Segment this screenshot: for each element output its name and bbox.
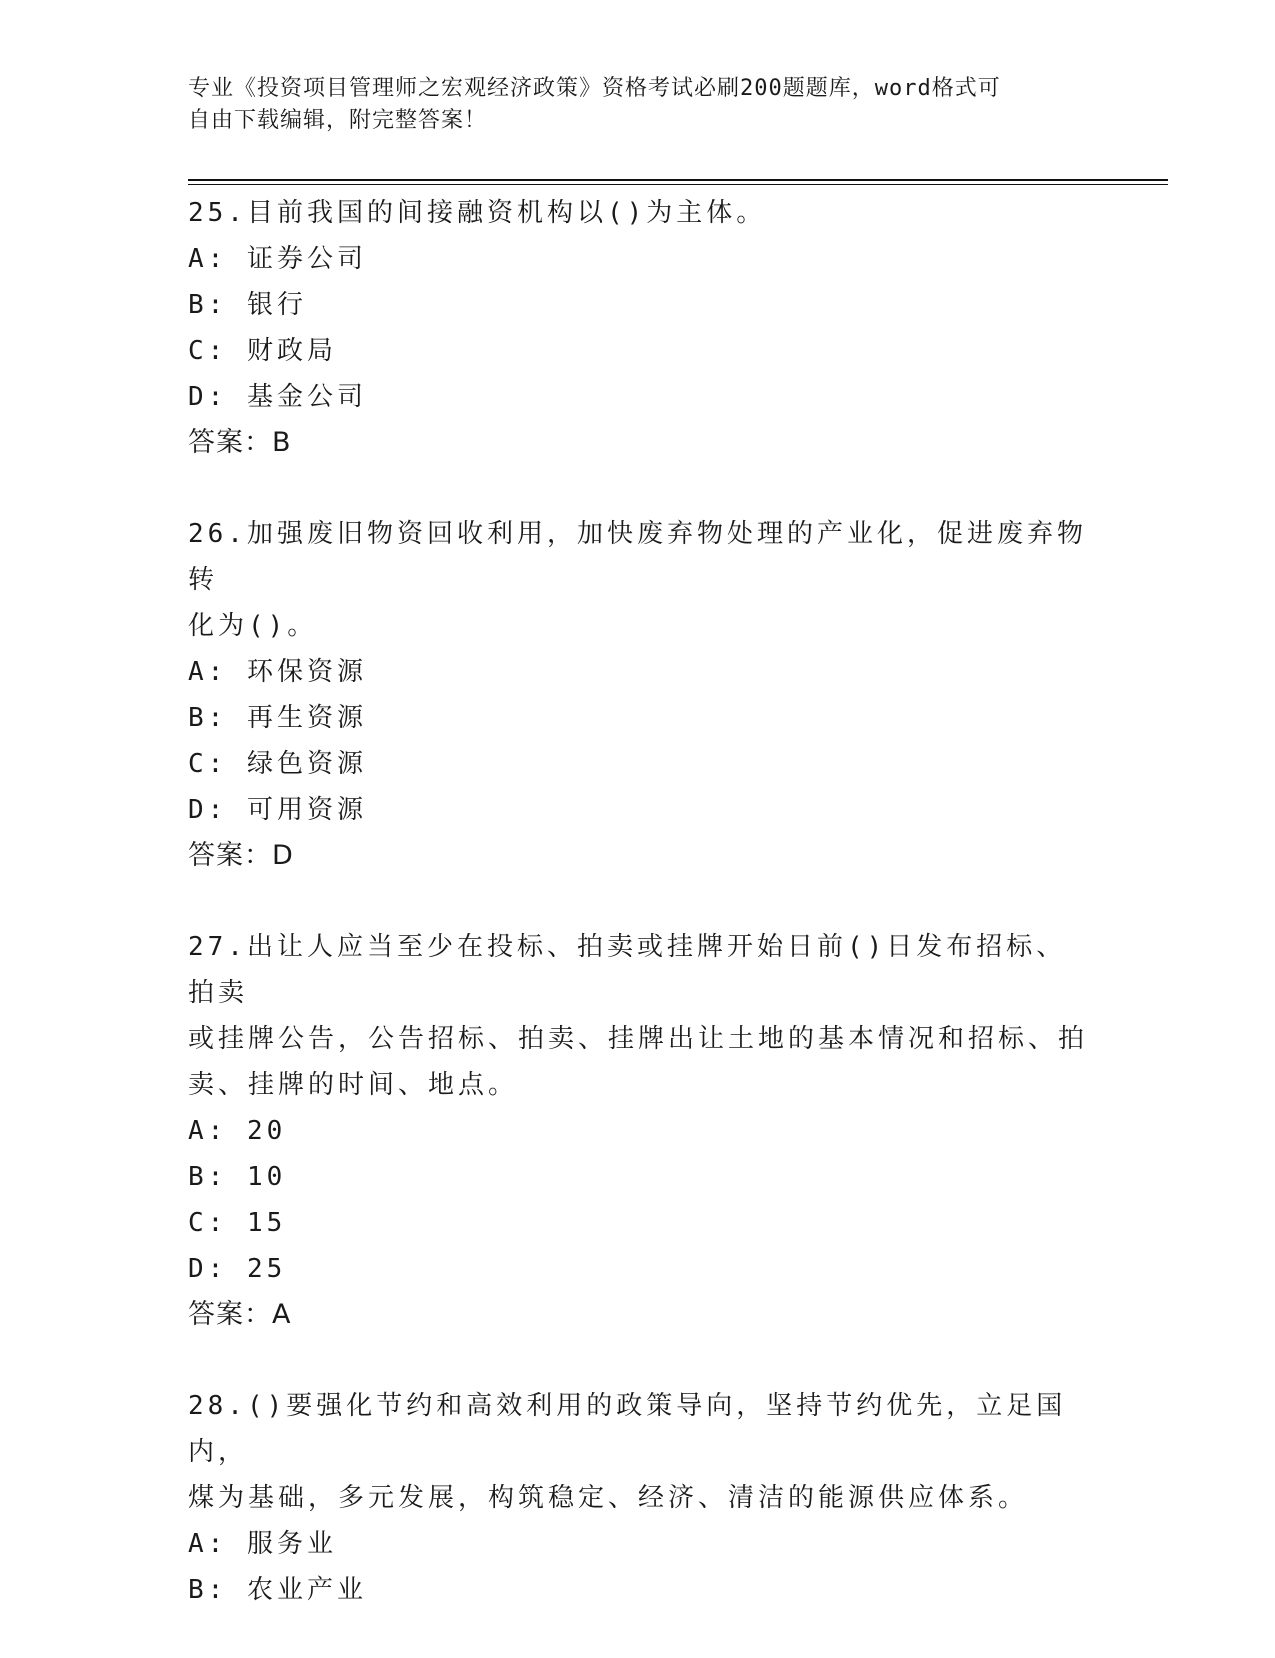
- header-rule-thick: [188, 179, 1168, 181]
- stem-line: 或挂牌公告，公告招标、拍卖、挂牌出让土地的基本情况和招标、拍: [188, 1024, 1089, 1054]
- option-d: D: 可用资源: [188, 795, 367, 825]
- stem-line: 26.加强废旧物资回收利用，加快废弃物处理的产业化，促进废弃物转: [188, 519, 1087, 595]
- header-line-2: 自由下载编辑，附完整答案！: [188, 108, 488, 133]
- stem-line: 卖、挂牌的时间、地点。: [188, 1070, 519, 1100]
- option-b: B: 银行: [188, 290, 307, 320]
- question-27: [188, 924, 1088, 1338]
- option-a: A: 证券公司: [188, 244, 367, 274]
- answer: 答案：A: [188, 1299, 292, 1330]
- header-rule-thin: [188, 184, 1168, 185]
- question-list: [188, 190, 1088, 1658]
- option-c: C: 财政局: [188, 336, 337, 366]
- document-header: [188, 73, 1068, 137]
- option-c: C: 绿色资源: [188, 749, 367, 779]
- option-b: B: 10: [188, 1162, 287, 1192]
- question-stem: [188, 1383, 1088, 1521]
- answer: 答案：D: [188, 840, 294, 871]
- answer: 答案：B: [188, 427, 292, 458]
- header-line-1: 专业《投资项目管理师之宏观经济政策》资格考试必刷200题题库，word格式可: [188, 76, 1001, 101]
- option-b: B: 农业产业: [188, 1575, 367, 1605]
- stem-line: 27.出让人应当至少在投标、拍卖或挂牌开始日前()日发布招标、拍卖: [188, 932, 1067, 1008]
- question-28: [188, 1383, 1088, 1613]
- option-a: A: 环保资源: [188, 657, 367, 687]
- stem-line: 化为()。: [188, 611, 318, 641]
- stem-line: 28.()要强化节约和高效利用的政策导向，坚持节约优先，立足国内，: [188, 1391, 1067, 1467]
- option-d: D: 基金公司: [188, 382, 367, 412]
- stem-line: 25.目前我国的间接融资机构以()为主体。: [188, 198, 767, 228]
- question-25: [188, 190, 1088, 466]
- question-26: [188, 511, 1088, 879]
- option-d: D: 25: [188, 1254, 287, 1284]
- option-a: A: 20: [188, 1116, 287, 1146]
- stem-line: 煤为基础，多元发展，构筑稳定、经济、清洁的能源供应体系。: [188, 1483, 1029, 1513]
- option-a: A: 服务业: [188, 1529, 337, 1559]
- option-c: C: 15: [188, 1208, 287, 1238]
- question-stem: [188, 924, 1088, 1108]
- question-stem: [188, 190, 1088, 236]
- question-stem: [188, 511, 1088, 649]
- option-b: B: 再生资源: [188, 703, 367, 733]
